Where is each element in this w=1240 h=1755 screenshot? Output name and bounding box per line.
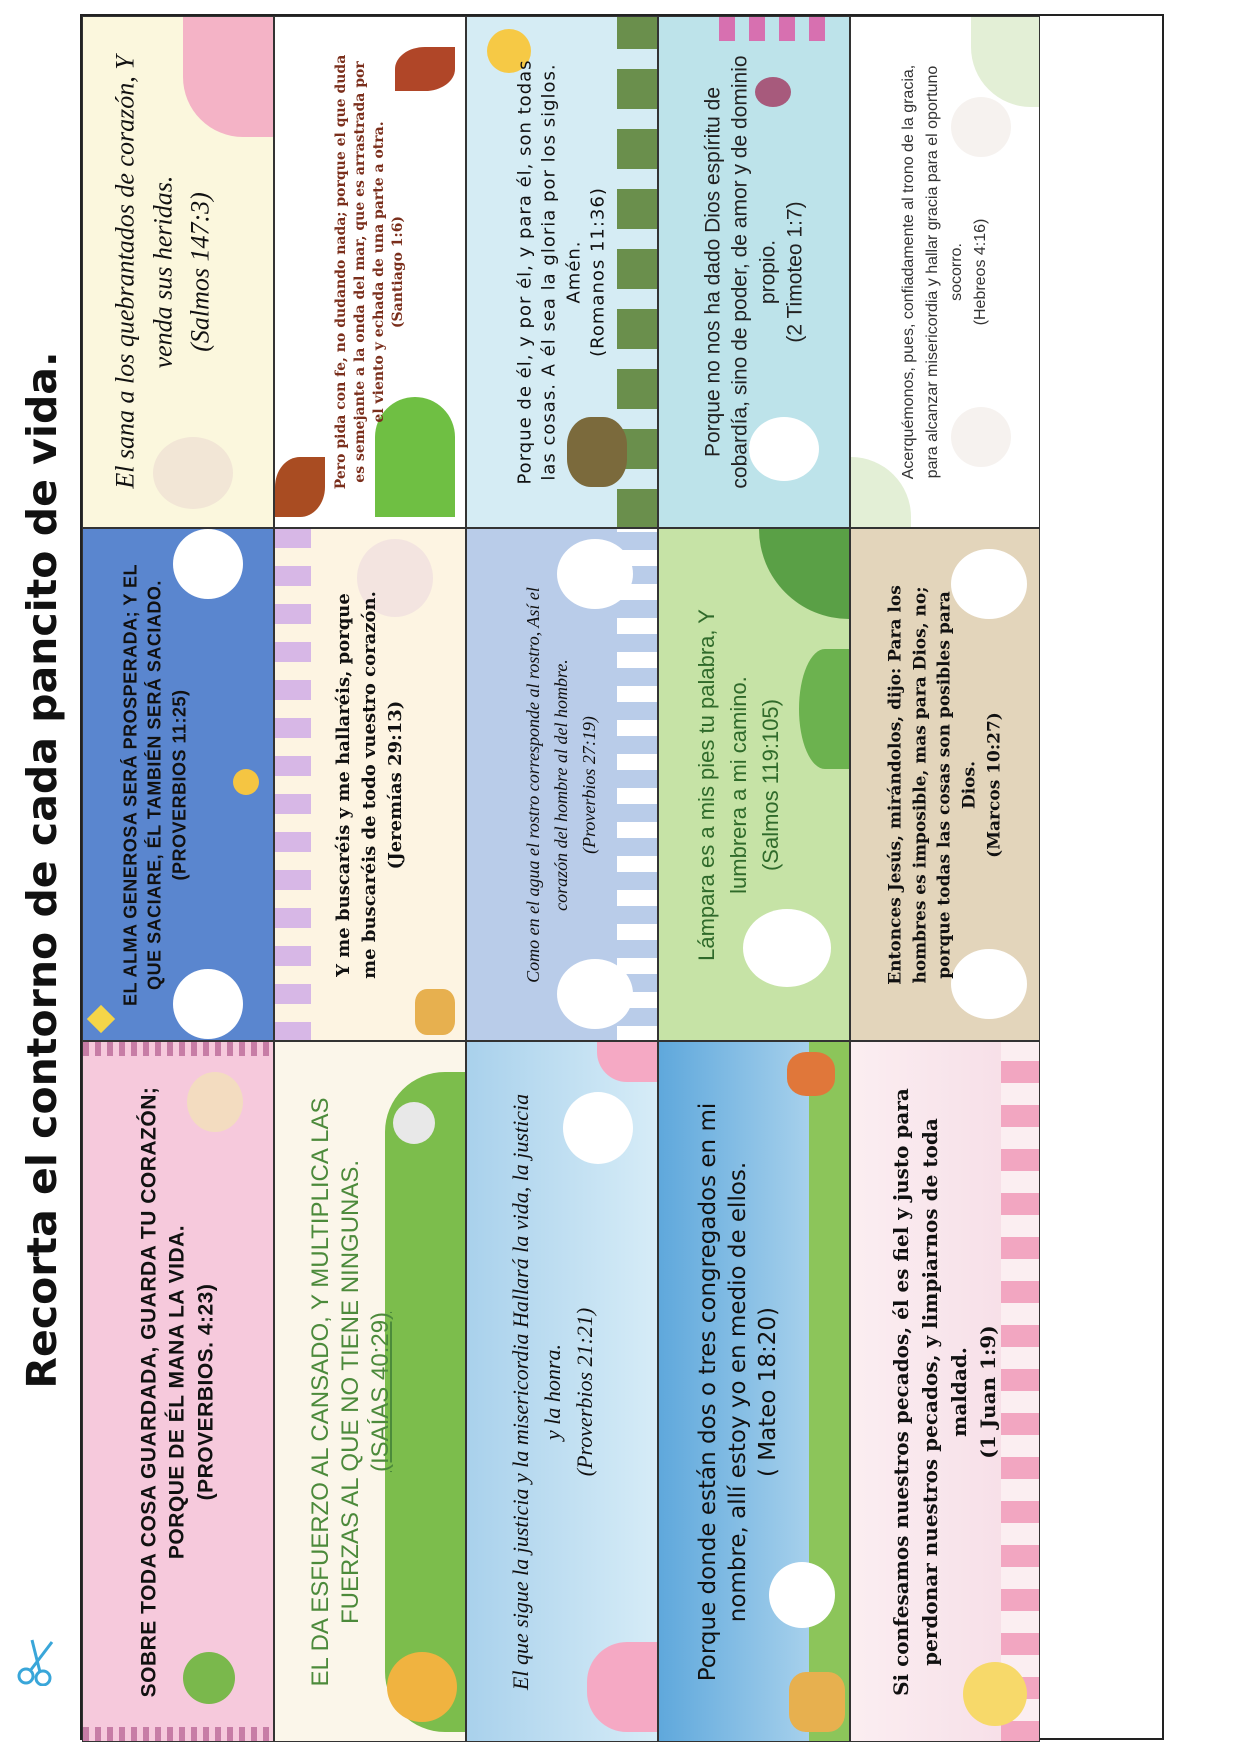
verse-card-8[interactable] [466,528,658,1041]
verse-reference: (Romanos 11:36) [587,187,609,357]
autumn-leaf [275,457,325,517]
verse-card-3[interactable] [466,1041,658,1742]
verse-text: Acerquémonos, pues, confiadamente al trono de la gracia, para alcanzar misericordia y hallar gracia para el oportuno socorro. [900,64,965,480]
verse-card-5[interactable] [850,1041,1040,1742]
verse-reference: ( Mateo 18:20) [754,1306,781,1477]
star-icon [87,1005,115,1033]
daisy-border [617,529,658,1041]
verse-reference: (PROVERBIOS. 4:23) [194,1283,218,1500]
palm-leaf [799,649,850,769]
verse-card-12[interactable] [274,16,466,528]
verse-reference: (Hebreos 4:16) [972,218,989,326]
verse-card-4[interactable] [658,1041,850,1742]
cherry-blossom [597,1042,658,1082]
verse-text: Porque donde están dos o tres congregados en mi nombre, allí estoy yo en medio de ellos. [694,1102,751,1681]
verse-reference: (2 Timoteo 1:7) [783,201,807,343]
verse-text: Lámpara es a mis pies tu palabra, Y lumbrera a mi camino. [693,608,751,961]
verse-reference: (1 Juan 1:9) [976,1324,1000,1459]
verse-text: Porque no nos ha dado Dios espíritu de cobardía, sino de poder, de amor y de dominio propio. [701,55,779,489]
verse-card-2[interactable] [274,1041,466,1742]
sheep-icon [393,1102,435,1144]
giraffe-icon [415,989,455,1035]
verse-card-14[interactable] [658,16,850,528]
title-area [0,40,85,1700]
garland [275,529,311,1041]
verse-card-6[interactable] [82,528,274,1041]
verse-reference: (Proverbios 27:19) [578,715,599,854]
verse-card-9[interactable] [658,528,850,1041]
verse-text: EL ALMA GENEROSA SERÁ PROSPERADA; Y EL QUE SACIARE, ÉL TAMBIÉN SERÁ SACIADO. [120,563,166,1006]
planet-icon [233,769,259,795]
verse-text: Pero pida con fe, no dudando nada; porque el que duda es semejante a la onda del mar, que es arrastrada por el viento y echada de una parte a otra. [333,54,387,490]
verse-text: EL DA ESFUERZO AL CANSADO, Y MULTIPLICA LAS FUERZAS AL QUE NO TIENE NINGUNAS. [307,1096,364,1687]
verse-reference: (Salmos 119:105) [757,698,783,871]
grass-field [809,1042,850,1742]
cards-grid [80,14,1164,1740]
page-title: Recorta el contorno de cada pancito de vida. [18,351,66,1389]
verse-text: Entonces Jesús, mirándolos, dijo: Para los hombres es imposible, mas para Dios, no; porque todas las cosas son posibles para Dios. [885,584,980,985]
scissors-icon [16,1636,60,1686]
verse-text: Si confesamos nuestros pecados, él es fiel y justo para perdonar nuestros pecados, y limpiarnos de toda maldad. [889,1087,971,1696]
tulip-border [83,1042,273,1056]
giraffe-icon [789,1672,845,1732]
verse-card-7[interactable] [274,528,466,1041]
tulip-border [83,1727,273,1741]
verse-card-13[interactable] [466,16,658,528]
verse-card-15[interactable] [850,16,1040,528]
verse-reference: (Jeremías 29:13) [385,700,407,869]
verse-text: El sana a los quebrantados de corazón, Y venda sus heridas. [110,55,177,489]
verse-reference: (ISAÍAS 40:29) [367,1311,394,1472]
verse-reference: (Proverbios 21:21) [571,1307,597,1476]
flower-decoration [719,17,839,41]
verse-card-10[interactable] [850,528,1040,1041]
tree-icon [387,1652,457,1722]
fox-icon [787,1052,835,1096]
verse-reference: (Salmos 147:3) [185,192,215,352]
verse-reference: (Santiago 1:6) [389,215,406,329]
verse-text: Y me buscaréis y me hallaréis, porque me buscaréis de todo vuestro corazón. [332,590,380,979]
verse-text: El que sigue la justicia y la misericordia Hallará la vida, la justicia y la honra. [507,1093,565,1690]
verse-text: Como en el agua el rostro corresponde al rostro, Así el corazón del hombre al del hombre. [523,586,572,983]
verse-reference: (Marcos 10:27) [983,711,1004,858]
verse-reference: (PROVERBIOS 11:25) [169,688,190,881]
verse-text: SOBRE TODA COSA GUARDADA, GUARDA TU CORAZÓN; PORQUE DE ÉL MANA LA VIDA. [137,1086,189,1697]
verse-card-11[interactable] [82,16,274,528]
flower-border [1001,1042,1040,1742]
green-hill [385,1072,466,1732]
verse-text: Porque de él, y por él, y para él, son todas las cosas. A él sea la gloria por los siglos. Amén. [514,59,584,485]
verse-card-1[interactable] [82,1041,274,1742]
